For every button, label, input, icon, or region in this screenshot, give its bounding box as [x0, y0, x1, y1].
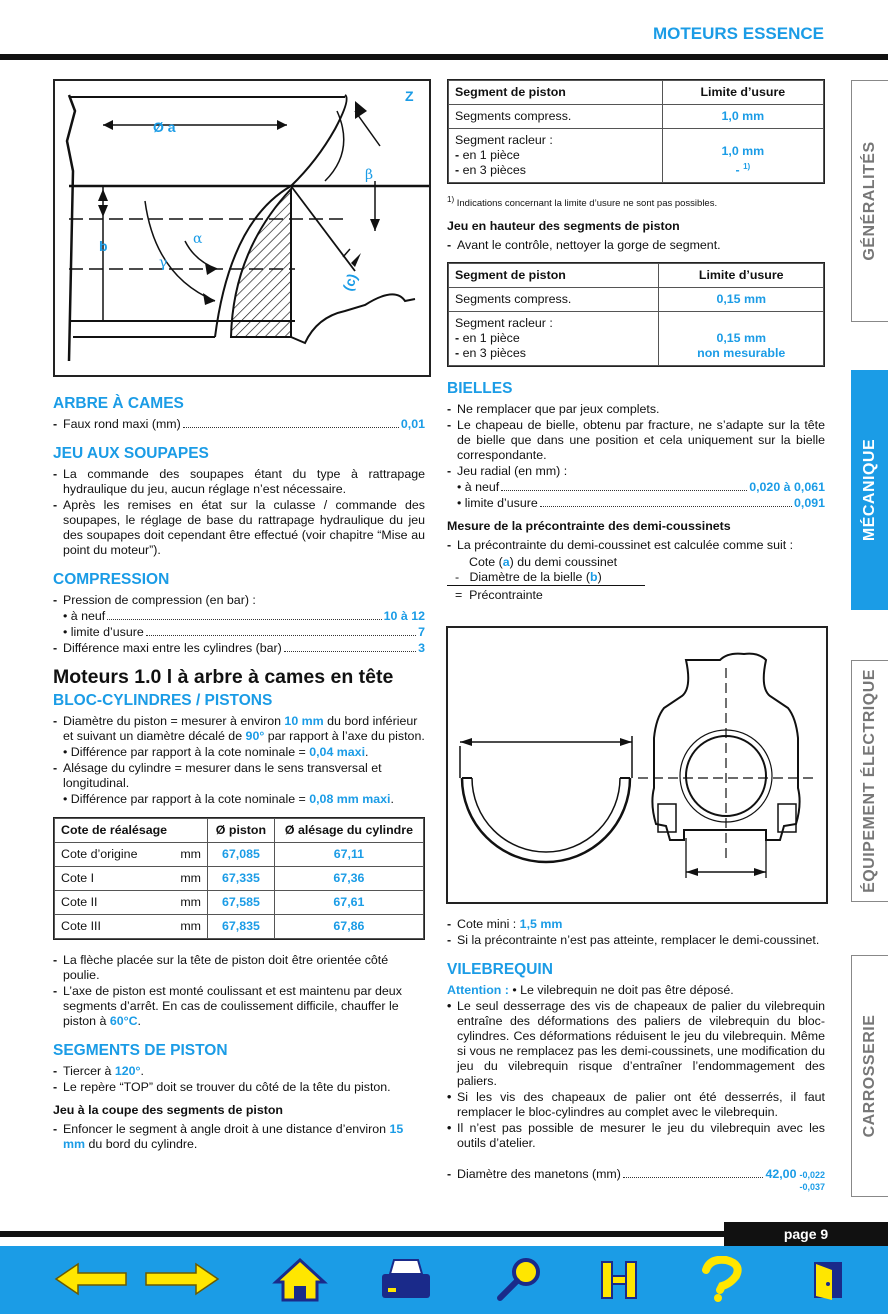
table-row: Segment racleur : - en 1 pièce - en 3 pièces 1,0 mm - $^{1)}$	[449, 129, 824, 183]
search-icon[interactable]	[492, 1256, 548, 1302]
segments-item-1: - Tiercer à 120°.	[53, 1064, 425, 1079]
tab-mecanique[interactable]: MÉCANIQUE	[851, 370, 888, 610]
section-arbre-title: ARBRE À CAMES	[53, 395, 184, 412]
tab-carrosserie[interactable]: CARROSSERIE	[851, 955, 888, 1197]
compression-neuf: • à neuf 10 à 12	[63, 609, 425, 623]
right-column-lower	[447, 916, 825, 1194]
arrow-right-icon[interactable]	[142, 1256, 222, 1302]
footnote: $^{1)}$ Indications concernant la limite d’usure ne sont pas possibles.	[447, 195, 718, 210]
table-row: Cote III mm 67,835 67,86	[55, 915, 424, 939]
table-row: Cote I mm 67,335 67,36	[55, 867, 424, 891]
th-alesage: Ø alésage du cylindre	[274, 819, 423, 843]
tab-equipement-electrique[interactable]: ÉQUIPEMENT ÉLECTRIQUE	[851, 660, 888, 902]
vilebrequin-diametre: - Diamètre des manetons (mm) 42,00 -0,022 -0,037	[447, 1167, 825, 1193]
label-a: Ø a	[153, 119, 176, 135]
right-column	[447, 79, 825, 603]
section-bloc-title: BLOC-CYLINDRES / PISTONS	[53, 692, 273, 709]
formula-line-3: = Précontrainte	[455, 588, 543, 603]
cote-item-1: - Cote mini : 1,5 mm	[447, 917, 825, 932]
bielles-limite: • limite d’usure 0,091	[457, 496, 825, 511]
formula-line-1: Cote (a) du demi coussinet	[469, 555, 618, 570]
table-row: Cote II mm 67,585 67,61	[55, 891, 424, 915]
label-c: (c)	[339, 271, 361, 293]
section-compression-title: COMPRESSION	[53, 571, 170, 588]
top-rule	[0, 54, 888, 60]
label-alpha: α	[193, 231, 203, 247]
jeu-item-2: - Après les remises en état sur la culasse / commande des soupapes, le réglage de base du rattrapage hydraulique du jeu des soupapes doit cependant être effectué (voir chapitre “Mise au point du moteur”).	[53, 498, 425, 558]
vilebrequin-item-2: • Si les vis des chapeaux de palier ont été desserrés, il faut remplacer le bloc-cylindres au complet avec le vilebrequin.	[447, 1090, 825, 1120]
section-vilebrequin-title: VILEBREQUIN	[447, 961, 553, 978]
arbre-faux-rond: - Faux rond maxi (mm) 0,01	[53, 417, 425, 432]
table-row: Cote d’origine mm 67,085 67,11	[55, 843, 424, 867]
left-column	[53, 382, 425, 1153]
segments-item-2: - Le repère “TOP” doit se trouver du côté de la tête du piston.	[53, 1080, 425, 1095]
after-item-1: - La flèche placée sur la tête de piston doit être orientée côté poulie.	[53, 953, 425, 983]
section-bielles-title: BIELLES	[447, 380, 513, 398]
bielles-item-3: - Jeu radial (en mm) :	[447, 464, 825, 479]
bielles-item-1: - Ne remplacer que par jeux complets.	[447, 402, 825, 417]
segment-table-2: Segment de piston Limite d’usure Segments compress. 0,15 mm Segment racleur : - en 1 pièce - en 3 pièces 0,15 mm non mesurable	[447, 262, 825, 367]
vilebrequin-attention: Attention : • Le vilebrequin ne doit pas être déposé.	[447, 983, 734, 997]
after-item-2: - L’axe de piston est monté coulissant et est maintenu par deux segments d’arrêt. En cas de coulissement difficile, chauffer le piston à 60°C.	[53, 984, 425, 1029]
bloc-item-1: - Diamètre du piston = mesurer à environ 10 mm du bord inférieur et suivant un diamètre décalé de 90° par rapport à l’axe du piston.	[53, 714, 425, 744]
home-icon[interactable]	[272, 1256, 328, 1302]
precontrainte-intro: - La précontrainte du demi-coussinet est calculée comme suit :	[447, 538, 825, 553]
table-row: Segments compress. 1,0 mm	[449, 105, 824, 129]
hauteur-item: - Avant le contrôle, nettoyer la gorge de segment.	[447, 238, 825, 253]
piston-ring-diagram	[53, 79, 431, 377]
jeu-item-1: - La commande des soupapes étant du type à rattrapage hydraulique du jeu, aucun réglage n’est nécessaire.	[53, 467, 425, 497]
table-row: Segment racleur : - en 1 pièce - en 3 pièces 0,15 mm non mesurable	[449, 312, 824, 366]
index-icon[interactable]	[592, 1256, 648, 1302]
compression-intro: - Pression de compression (en bar) :	[53, 593, 425, 608]
bielles-neuf: • à neuf 0,020 à 0,061	[457, 480, 825, 495]
vilebrequin-item-3: • Il n’est pas possible de mesurer le jeu du vilebrequin avec les outils d’atelier.	[447, 1121, 825, 1151]
label-z: Z	[405, 88, 414, 104]
help-icon[interactable]	[692, 1256, 748, 1302]
label-gamma: γ	[159, 255, 168, 271]
section-jeu-title: JEU AUX SOUPAPES	[53, 445, 209, 462]
bloc-item-3: - Alésage du cylindre = mesurer dans le sens transversal et longitudinal.	[53, 761, 425, 791]
exit-icon[interactable]	[802, 1256, 858, 1302]
compression-limite: • limite d’usure 7	[63, 625, 425, 639]
main-title: Moteurs 1.0 l à arbre à cames en tête	[53, 666, 394, 688]
segments-subtitle: Jeu à la coupe des segments de piston	[53, 1103, 283, 1117]
header-title: MOTEURS ESSENCE	[653, 24, 824, 43]
arrow-left-icon[interactable]	[52, 1256, 130, 1302]
segments-item-3: - Enfoncer le segment à angle droit à une distance d’environ 15 mm du bord du cylindre.	[53, 1122, 425, 1152]
reallesage-table	[53, 817, 425, 940]
segment-table-1: Segment de piston Limite d’usure Segments compress. 1,0 mm Segment racleur : - en 1 pièce - en 3 pièces 1,0 mm - $^{1)}$	[447, 79, 825, 184]
label-beta: β	[365, 167, 374, 183]
precontrainte-title: Mesure de la précontrainte des demi-coussinets	[447, 519, 731, 534]
table-row: Segments compress. 0,15 mm	[449, 288, 824, 312]
tab-generalites[interactable]: GÉNÉRALITÉS	[851, 80, 888, 322]
bielles-item-2: - Le chapeau de bielle, obtenu par fracture, ne s’adapte sur la tête de bielle que dans une position et cela uniquement sur la bielle correspondante.	[447, 418, 825, 463]
bloc-item-2: • Différence par rapport à la cote nominale = 0,04 maxi.	[63, 745, 369, 759]
cote-item-2: - Si la précontrainte n’est pas atteinte, remplacer le demi-coussinet.	[447, 933, 825, 948]
section-segments-title: SEGMENTS DE PISTON	[53, 1042, 228, 1059]
label-b: b	[99, 238, 108, 254]
hauteur-title: Jeu en hauteur des segments de piston	[447, 219, 680, 234]
compression-diff: - Différence maxi entre les cylindres (bar) 3	[53, 641, 425, 656]
bearing-diagram	[446, 626, 828, 904]
navigation-bar	[0, 1246, 888, 1314]
vilebrequin-item-1: • Le seul desserrage des vis de chapeaux de palier du vilebrequin entraîne des déformations des paliers de vilebrequin du bloc-cylindres. Ces déformations réduisent le jeu du vilebrequin. Même si vous ne remplacez pas les demi-coussinets, une modification du jeu du vilebrequin risque d’entraîner l’endommagement des paliers.	[447, 999, 825, 1089]
print-icon[interactable]	[378, 1256, 434, 1302]
page-number: page 9	[724, 1222, 888, 1246]
th-piston: Ø piston	[208, 819, 275, 843]
th-cote: Cote de réalésage	[55, 819, 208, 843]
bloc-item-4: • Différence par rapport à la cote nominale = 0,08 mm maxi.	[63, 792, 394, 806]
formula-line-2: - Diamètre de la bielle (b)	[447, 570, 645, 586]
